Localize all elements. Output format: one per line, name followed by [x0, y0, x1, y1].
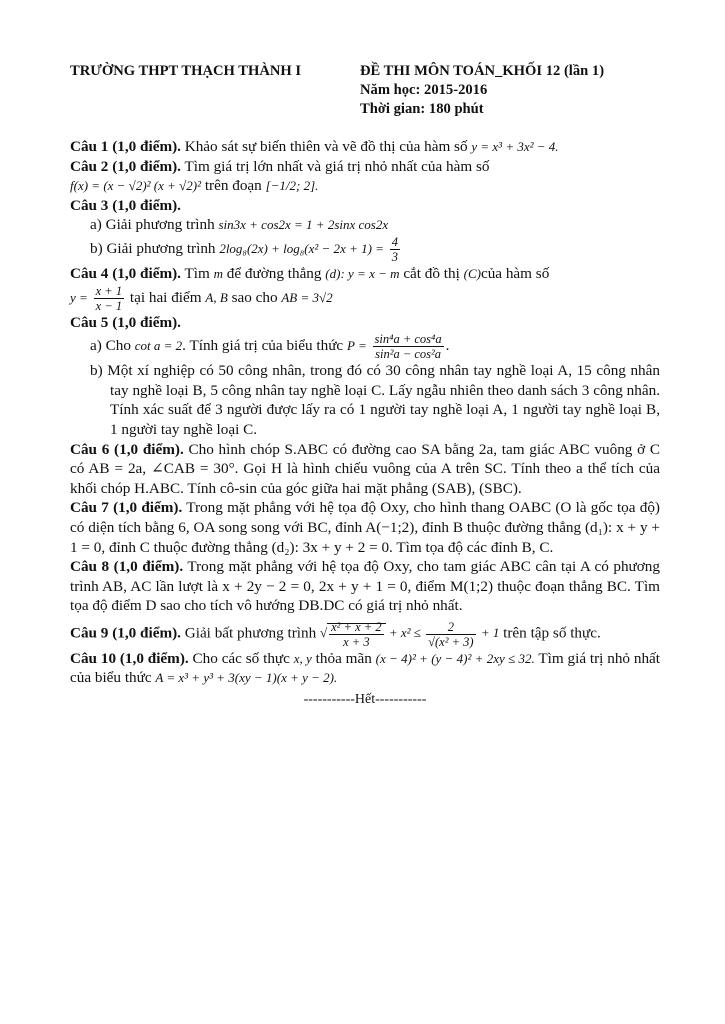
question-5	[70, 313, 660, 333]
question-7-text: Trong mặt phẳng với hệ tọa độ Oxy, cho hình thang OABC (O là gốc tọa độ) có diện tích bằng 6, OA song song với BC, đỉnh A(−1;2), đỉnh B thuộc đường thẳng (d₁): x + y + 1 = 0, đỉnh C thuộc đường thẳng (d₂): 3x + y + 2 = 0. Tìm tọa độ các đỉnh B, C.	[70, 499, 660, 556]
question-5a-P: P =	[346, 338, 367, 354]
school-name: TRƯỜNG THPT THẠCH THÀNH I	[70, 63, 302, 79]
question-1-math: y = x³ + 3x² − 4.	[471, 139, 559, 154]
question-5a-text: . Tính giá trị của biểu thức	[182, 337, 344, 355]
question-9-mid: + x² ≤	[388, 625, 421, 641]
question-7	[70, 498, 660, 557]
question-9-text: trên tập số thực.	[503, 624, 601, 642]
question-9-inequality: √ $\frac{\text{x² + x + 2}}{x + 3}$ + x² ≤ $\frac{2}{\text{√(x² + 3)}}$ + 1	[319, 619, 500, 649]
question-10-expression: A = x³ + y³ + 3(xy − 1)(x + y − 2).	[155, 670, 338, 686]
fraction-den: √(x² + 3)	[428, 634, 474, 649]
question-5-label: Câu 5 (1,0 điểm).	[70, 313, 181, 331]
question-1-text: Khảo sát sự biến thiên và vẽ đồ thị của hàm số	[184, 138, 468, 155]
question-4-condition: AB = 3√2	[281, 289, 333, 305]
fraction-num: x + 1	[95, 283, 123, 298]
question-3a-math: sin3x + cos2x = 1 + 2sinx cos2x	[218, 217, 389, 233]
question-4-text: của hàm số	[480, 264, 550, 282]
question-5a-cot: cot a = 2	[134, 338, 183, 354]
question-4-line: (d): y = x − m	[325, 265, 400, 281]
question-4-points: A, B	[205, 289, 228, 305]
fraction-den: 3	[391, 249, 398, 264]
exam-info	[360, 62, 660, 119]
question-9	[70, 620, 660, 649]
fraction-den: x − 1	[95, 298, 123, 313]
question-3b-fraction	[390, 235, 400, 264]
question-3	[70, 196, 660, 216]
end-marker: -----------Hết-----------	[303, 692, 427, 708]
question-2-interval: [−1/2; 2].	[265, 178, 319, 194]
exam-duration: Thời gian: 180 phút	[360, 101, 484, 117]
question-8	[70, 557, 660, 616]
question-1	[70, 137, 660, 157]
question-4-m: m	[213, 265, 223, 281]
question-8-label: Câu 8 (1,0 điểm).	[70, 558, 184, 576]
question-3a	[90, 215, 660, 235]
question-9-tail: + 1	[480, 625, 500, 641]
school-year: Năm học: 2015-2016	[360, 82, 488, 98]
exam-page	[70, 62, 660, 710]
question-10-text: thỏa mãn	[315, 649, 372, 667]
question-5a: a) Cho cot a = 2. Tính giá trị của biểu thức P = $\frac{\text{sin⁴a + cos⁴a}}{\text{sin²a − cos²a}}$ .	[90, 332, 450, 362]
question-2-function: f(x) = (x − √2)² (x + √2)²	[70, 178, 202, 194]
fraction-den: x + 3	[343, 634, 370, 649]
question-4-text: cắt đồ thị	[403, 264, 460, 282]
question-4-text: để đường thẳng	[226, 264, 322, 282]
question-6-text: Cho hình chóp S.ABC có đường cao SA bằng 2a, tam giác ABC vuông ở C có AB = 2a, ∠CAB = 30°. Gọi H là hình chiếu vuông của A trên SC. Tính theo a thể tích của khối chóp H.ABC. Tính cô-sin của góc giữa hai mặt phẳng (SAB), (SBC).	[70, 440, 660, 497]
question-3-label: Câu 3 (1,0 điểm).	[70, 196, 181, 214]
question-10-text: Cho các số thực	[192, 649, 290, 667]
question-3a-text: a) Giải phương trình	[90, 216, 215, 234]
question-3b-text: b) Giải phương trình	[90, 239, 216, 257]
question-10-vars: x, y	[293, 650, 312, 666]
question-4-text: sao cho	[231, 288, 278, 306]
exam-title: ĐỀ THI MÔN TOÁN_KHỐI 12 (lần 1)	[360, 63, 605, 79]
fraction-den: sin²a − cos²a	[375, 347, 442, 362]
question-3b	[90, 235, 660, 264]
question-10-label: Câu 10 (1,0 điểm).	[70, 649, 189, 667]
question-5a-fraction	[373, 332, 444, 361]
question-5b: b) Một xí nghiệp có 50 công nhân, trong đó có 30 công nhân tay nghề loại A, 15 công nhân tay nghề loại B, 5 công nhân tay nghề loại C. Lấy ngẫu nhiên theo danh sách 3 công nhân. Tính xác suất để 3 người được lấy ra có 1 người tay nghề loại A, 1 người tay nghề loại B, 1 người tay nghề loại C.	[90, 362, 660, 438]
question-6-label: Câu 6 (1,0 điểm).	[70, 440, 184, 458]
question-4-fraction	[94, 284, 124, 313]
question-4-y: y =	[70, 289, 88, 305]
question-5a-text: a) Cho	[90, 337, 131, 355]
question-3b-math: 2log₈(2x) + log₈(x² − 2x + 1) =	[219, 240, 384, 256]
question-6	[70, 440, 660, 499]
question-4	[70, 264, 660, 313]
fraction-num: sin⁴a + cos⁴a	[374, 332, 442, 347]
question-2	[70, 157, 660, 196]
question-1-label: Câu 1 (1,0 điểm).	[70, 138, 181, 155]
question-4-text: tại hai điểm	[129, 288, 202, 306]
fraction-num: 2	[426, 620, 475, 635]
question-10-condition: (x − 4)² + (y − 4)² + 2xy ≤ 32.	[375, 650, 535, 666]
question-8-text: Trong mặt phẳng với hệ tọa độ Oxy, cho tam giác ABC cân tại A có phương trình AB, AC lần lượt là x + 2y − 2 = 0, 2x + y + 1 = 0, điểm M(1;2) thuộc đoạn thẳng BC. Tìm tọa độ điểm D sao cho tích vô hướng DB.DC có giá trị nhỏ nhất.	[70, 558, 660, 615]
question-9-label: Câu 9 (1,0 điểm).	[70, 624, 181, 642]
question-2-text: Tìm giá trị lớn nhất và giá trị nhỏ nhất của hàm số	[184, 157, 490, 175]
exam-header	[70, 62, 660, 119]
question-7-label: Câu 7 (1,0 điểm).	[70, 499, 183, 517]
question-2-text2: trên đoạn	[204, 177, 262, 195]
question-9-text: Giải bất phương trình	[184, 624, 317, 642]
fraction-num: x² + x + 2	[331, 619, 382, 634]
question-4-label: Câu 4 (1,0 điểm).	[70, 264, 181, 282]
question-4-graph: (C)	[463, 265, 481, 281]
question-4-text: Tìm	[184, 264, 210, 282]
question-2-label: Câu 2 (1,0 điểm).	[70, 157, 181, 175]
question-10-text: Tìm giá trị nhỏ nhất của biểu thức	[70, 649, 661, 687]
fraction-num: 4	[391, 234, 398, 249]
question-10	[70, 649, 660, 688]
